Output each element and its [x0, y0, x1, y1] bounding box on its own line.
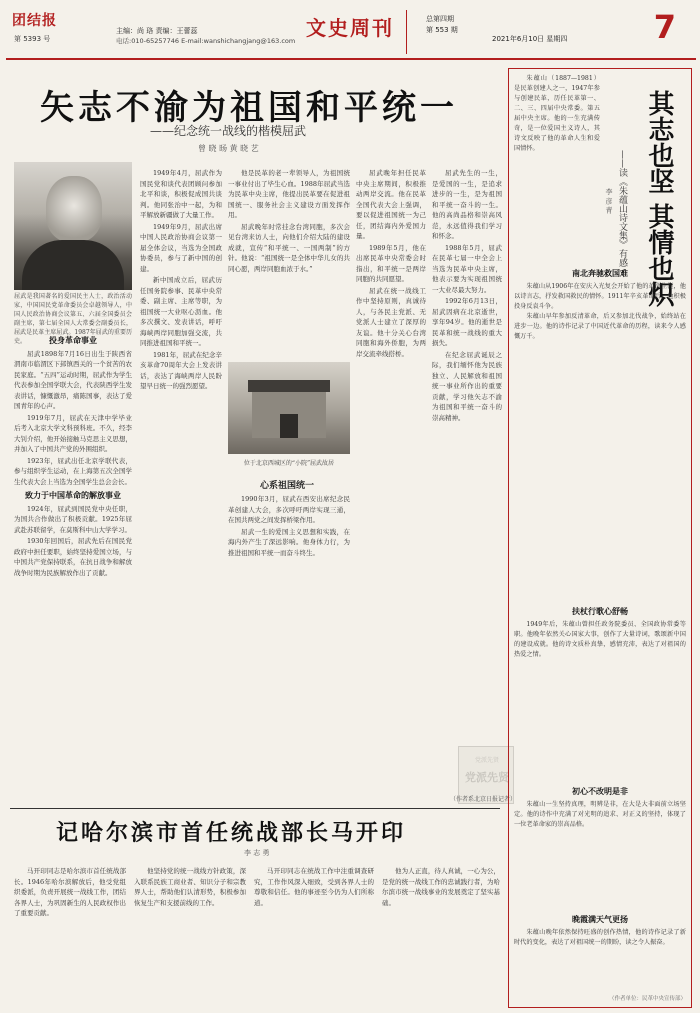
newspaper-logo: 团结报	[12, 13, 57, 29]
paragraph: 朱蕴山一生坚持真理，明辨是非，在大是大非面前立场坚定。他的诗作中充满了对光明的追求、对正义的坚持，体现了一位老革命家的崇高品格。	[514, 801, 686, 828]
main-column-1	[14, 332, 132, 806]
horizontal-divider	[10, 808, 500, 809]
right-section-heading: 晚霞满天气更扬	[572, 914, 628, 924]
issue-number-right	[426, 14, 458, 36]
main-headline: 矢志不渝为祖国和平统一	[40, 88, 458, 128]
portrait-caption: 屈武是我国著名的爱国民主人士，政治活动家，中国国民党革命委员会卓越领导人，中国人民政治协商会议第五、六届全国委员会副主席，第七届全国人大常委会副委员长，屈武是民革主席屈武。1987年屈武的重要历史。	[14, 293, 132, 345]
photo-caption: 位于北京西城区的“小院”屈武故居	[243, 460, 335, 467]
paragraph: 1992年6月13日，屈武因病在北京逝世，享年94岁。他的逝世是民革和统一战线的重大损失。	[432, 297, 502, 347]
second-column-4	[382, 866, 500, 1006]
issue-total: 总第四期	[426, 15, 454, 23]
paragraph: 1949年后，朱蕴山曾担任政务院委员、全国政协常委等职。他晚年依然关心国家大事，创作了大量诗词，歌颂新中国的建设成就。他的诗文质朴真挚，感情充沛，表达了对祖国的热爱之情。	[514, 621, 686, 658]
main-column-5	[432, 168, 502, 742]
right-section-2-text	[514, 620, 686, 780]
paragraph: 1989年5月，他在出席民革中央常委会时指出，和平统一是两岸同胞的共同愿望。	[356, 243, 426, 283]
paragraph: 1981年，屈武在纪念辛亥革命70周年大会上发表讲话，表达了海峡两岸人民盼望早日统一的强烈愿望。	[140, 350, 222, 390]
paragraph: 朱蕴山（1887—1981）是民革创建人之一，1947年参与创建民革，历任民革第一、二、三、四届中央常委。第五届中央主席。他的一生充满传奇，是一位爱国主义诗人，其诗文反映了他的革命人生和爱国情怀。	[514, 75, 600, 152]
masthead	[6, 4, 696, 60]
paragraph: 1930年回国后，屈武先后在国民党政府中担任要职，始终坚持爱国立场，与中国共产党保持联系，在抗日战争和解放战争时期为民族解放作出了贡献。	[14, 537, 132, 577]
paragraph: 1949年9月，屈武出席中国人民政治协商会议第一届全体会议，当选为全国政协委员，参与了新中国的创建。	[140, 222, 222, 273]
paragraph: 朱蕴山晚年依然保持旺盛的创作热情，他的诗作记录了新时代的变化，表达了对祖国统一的期盼，读之令人振奋。	[514, 929, 686, 946]
paragraph: 朱蕴山早年参加反清革命，后又参加北伐战争，始终站在进步一边。他的诗作记录了中国近代革命的历程，读来令人感慨万千。	[514, 313, 686, 340]
paragraph: 屈武在统一战线工作中坚持原则，真诚待人，与各民主党派、无党派人士建立了深厚的友谊。他十分关心台湾同胞和海外侨胞，为两岸交流牵线搭桥。	[356, 286, 426, 358]
issue-number-left: 第 5393 号	[14, 35, 51, 43]
paragraph: 屈武晚年时常挂念台湾同胞，多次会见台湾来访人士，向他们介绍大陆的建设成就，宣传“和平统一、一国两制”的方针。他说：“祖国统一是全体中华儿女的共同心愿，两岸同胞血浓于水。”	[228, 222, 350, 273]
paragraph: 在纪念屈武诞辰之际，我们缅怀他为民族独立、人民解放和祖国统一事业所作出的重要贡献，学习他矢志不渝为祖国和平统一奋斗的崇高精神。	[432, 350, 502, 422]
section-title: 文史周刊	[306, 16, 394, 40]
second-column-2	[134, 866, 246, 1006]
former-residence-photo	[228, 362, 350, 454]
portrait-photo	[14, 162, 132, 290]
paragraph: 屈武晚年担任民革中央主席期间，积极推动两岸交流。他在民革全国代表大会上强调，要以促进祖国统一为己任，团结海内外爱国力量。	[356, 169, 426, 240]
stamp-small-text: 党派先贤	[474, 757, 499, 764]
right-section-1-text	[514, 282, 686, 602]
main-column-4	[356, 168, 426, 804]
paragraph: 1923年，屈武出任北京学联代表，参与组织学生运动，在上海第五次全国学生代表大会上当选为全国学生总会会长。	[14, 456, 132, 486]
paragraph: 屈武1898年7月16日出生于陕西省渭南市临渭区下邽镇西关的一个贫苦的农民家庭。“五四”运动时期，屈武作为学生代表参加全国学联大会，代表陕西学生发表讲话，慷慨激昂，痛陈国事，表达了爱国青年的心声。	[14, 349, 132, 410]
masthead-divider	[406, 10, 407, 54]
right-article-subtitle: ——读《朱蕴山诗文集》有感	[617, 150, 627, 267]
paragraph: 1919年7月，屈武在天津中学毕业后考入北京大学文科预科班。不久，经李大钊介绍，他开始接触马克思主义思想，并加入了中国共产党的外围组织。	[14, 413, 132, 453]
stamp-text: 党派先贤	[465, 771, 509, 784]
main-subheadline: ——纪念统一战线的楷模屈武	[150, 124, 307, 138]
right-section-3-text	[514, 800, 686, 910]
page-number: 7	[653, 8, 676, 46]
section-heading: 投身革命事业	[49, 335, 97, 345]
right-article-title: 其志也坚 其情也炽	[644, 90, 674, 308]
right-section-heading: 初心不改明是非	[572, 786, 628, 796]
paragraph: 他是民革的老一辈领导人，为祖国统一事业付出了毕生心血。1988年屈武当选为民革中央主席，他提出民革要在促进祖国统一、服务社会主义建设方面发挥作用。	[228, 169, 350, 219]
paragraph: 马开印同志在统战工作中注重调查研究，工作作风深入细致，受到各界人士的尊敬和信任。他的事迹至今仍为人们所称道。	[254, 867, 374, 907]
main-column-3	[228, 168, 350, 358]
paragraph: 屈武一生的爱国主义思想和实践，在海内外产生了深远影响。他身体力行，为推进祖国和平统一而奋斗终生。	[228, 527, 350, 557]
section-heading: 致力于中国革命的解放事业	[25, 490, 121, 500]
paragraph: 1949年4月，屈武作为国民党和谈代表团顾问参加北平和谈，积极促成国共谈判。他同张治中一起，为和平解放新疆做了大量工作。	[140, 169, 222, 219]
portrait-body	[22, 240, 124, 290]
paragraph: 朱蕴山从1906年在安庆入光复会开始了他的革命生涯，他以诗言志，抒发救国救民的情怀。1911年辛亥革命后，他积极投身反袁斗争。	[514, 283, 686, 310]
right-section-4-text	[514, 928, 686, 992]
right-section-heading: 南北奔驰救国难	[572, 268, 628, 278]
second-column-3	[254, 866, 374, 1006]
second-byline: 李 志 勇	[244, 849, 270, 857]
issue-period: 第 553 期	[426, 26, 458, 34]
editors-line: 主编：尚 珞 责编：王蕾蕊	[116, 27, 198, 35]
publication-date: 2021年6月10日 星期四	[492, 35, 568, 43]
second-column-1	[14, 866, 126, 1006]
paragraph: 他坚持党的统一战线方针政策，深入联系民族工商业者、知识分子和宗教界人士，帮助他们认清形势，积极参加恢复生产和支援前线的工作。	[134, 867, 246, 907]
paragraph: 新中国成立后，屈武历任国务院参事、民革中央常委、副主席、主席等职，为祖国统一大业呕心沥血。他多次撰文、发表讲话，呼吁海峡两岸同胞加强交流，共同推进祖国和平统一。	[140, 276, 222, 347]
paragraph: 1924年，屈武到国民党中央任职，为国共合作做出了积极贡献。1925年屈武赴苏联留学，在莫斯科中山大学学习。	[14, 504, 132, 534]
right-author-note: （作者单位：民革中央宣传部）	[608, 996, 686, 1002]
paragraph: 他为人正直，待人真诚，一心为公，是党的统一战线工作的忠诚践行者，为哈尔滨市统一战线事业的发展奠定了坚实基础。	[382, 867, 500, 907]
main-column-2	[140, 168, 222, 804]
paragraph: 1990年3月，屈武在西安出席纪念民革创建人大会，多次呼吁两岸实现三通，在国共两党之间发挥桥梁作用。	[228, 495, 350, 524]
paragraph: 1988年5月，屈武在民革七届一中全会上当选为民革中央主席，他表示要为实现祖国统一大业尽最大努力。	[432, 243, 502, 294]
right-intro	[514, 74, 600, 262]
building-door	[280, 414, 298, 438]
contact-line: 电话:010-65257746 E-mail:wanshichangjang@163.com	[116, 37, 296, 45]
right-section-heading: 扶杖行歌心舒畅	[572, 606, 628, 616]
paragraph: 屈武先生的一生，是爱国的一生，是追求进步的一生，是为祖国和平统一奋斗的一生。他的高尚品格和崇高风范，永远值得我们学习和怀念。	[432, 169, 502, 240]
section-heading: 心系祖国统一	[259, 481, 314, 491]
second-headline: 记哈尔滨市首任统战部长马开印	[56, 821, 407, 846]
author-note: （作者系北京日报记者）	[449, 796, 516, 803]
main-column-3b	[228, 494, 350, 804]
building-roof	[248, 380, 330, 392]
main-byline: 曾 晓 旸 黄 晓 艺	[198, 144, 259, 153]
paragraph: 马开印同志是哈尔滨市首任统战部长。1946年哈尔滨解放后，他受党组织委派，负责开展统一战线工作，团结各界人士，为巩固新生的人民政权作出了重要贡献。	[14, 867, 126, 917]
right-article-author: 李 彦 青	[605, 188, 613, 214]
portrait-head	[46, 176, 102, 242]
